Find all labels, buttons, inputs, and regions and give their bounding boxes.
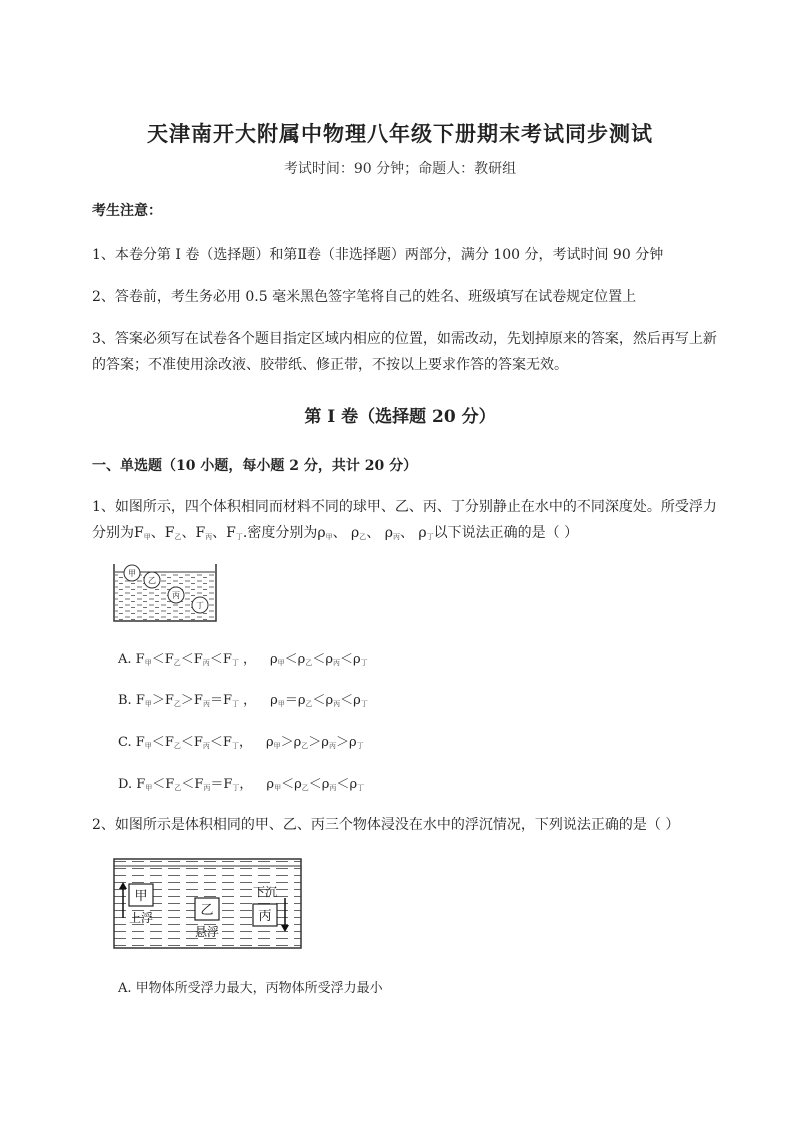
question-1-option-a[interactable]: A. $F_甲<F_乙<F_丙<F_丁$ ， $\rho_甲<\rho_乙<\rho_丙<\rho_丁$ bbox=[118, 652, 368, 667]
ball-label-jia: 甲 bbox=[128, 569, 136, 578]
notice-item-1: 1、本卷分第 I 卷（选择题）和第Ⅱ卷（非选择题）两部分，满分 100 分，考试时间 90 分钟 bbox=[92, 247, 664, 263]
notice-item-2: 2、答卷前，考生务必用 0.5 毫米黑色签字笔将自己的姓名、班级填写在试卷规定位置上 bbox=[92, 289, 637, 305]
object-jia-label: 甲 bbox=[134, 889, 148, 904]
ball-label-bing: 丙 bbox=[172, 591, 180, 600]
question-1-stem bbox=[92, 494, 732, 550]
question-1-figure bbox=[112, 560, 218, 624]
question-2-option-a[interactable]: A. 甲物体所受浮力最大，丙物体所受浮力最小 bbox=[118, 981, 383, 996]
exam-info: 考试时间：90 分钟；命题人：教研组 bbox=[283, 161, 517, 177]
object-yi-state: 悬浮 bbox=[194, 925, 220, 939]
object-yi-label: 乙 bbox=[200, 903, 214, 918]
question-1-option-c[interactable]: C. $F_甲<F_乙<F_丙<F_丁$， $\rho_甲>\rho_乙>\rho_丙>\rho_丁$ bbox=[118, 735, 364, 750]
question-2-figure bbox=[113, 858, 303, 950]
ball-label-ding: 丁 bbox=[196, 601, 204, 610]
section-title: 第 I 卷（选择题 20 分） bbox=[304, 407, 496, 427]
ball-label-yi: 乙 bbox=[148, 576, 156, 585]
question-2-stem: 2、如图所示是体积相同的甲、乙、丙三个物体浸没在水中的浮沉情况，下列说法正确的是（ ） bbox=[92, 817, 680, 833]
question-1-line-2: 分别为$F_甲$、$F_乙$、$F_丙$、$F_丁$.密度分别为$\rho_甲$、 $\rho_乙$、 $\rho_丙$、 $\rho_丁$以下说法正确的是（ ） bbox=[92, 525, 579, 541]
object-jia-state: 上浮 bbox=[128, 911, 154, 925]
notice-item-3: 3、答案必须写在试卷各个题目指定区域内相应的位置，如需改动，先划掉原来的答案，然后再写上新的答案；不准使用涂改液、胶带纸、修正带，不按以上要求作答的答案无效。 bbox=[92, 331, 717, 373]
question-1-option-d[interactable]: D. $F_甲<F_乙<F_丙=F_丁$， $\rho_甲<\rho_乙<\rho_丙<\rho_丁$ bbox=[118, 777, 365, 792]
question-group-title: 一、单选题（10 小题，每小题 2 分，共计 20 分） bbox=[92, 458, 418, 474]
notice-heading: 考生注意： bbox=[92, 203, 162, 219]
question-1-option-b[interactable]: B. $F_甲>F_乙>F_丙=F_丁$ ， $\rho_甲=\rho_乙<\rho_丙<\rho_丁$ bbox=[118, 693, 368, 708]
page-title: 天津南开大附属中物理八年级下册期末考试同步测试 bbox=[147, 121, 653, 146]
question-1-line-1: 1、如图所示，四个体积相同而材料不同的球甲、乙、丙、丁分别静止在水中的不同深度处。所受浮力 bbox=[92, 499, 717, 515]
object-bing-label: 丙 bbox=[258, 909, 272, 924]
object-bing-state: 下沉 bbox=[252, 885, 278, 899]
